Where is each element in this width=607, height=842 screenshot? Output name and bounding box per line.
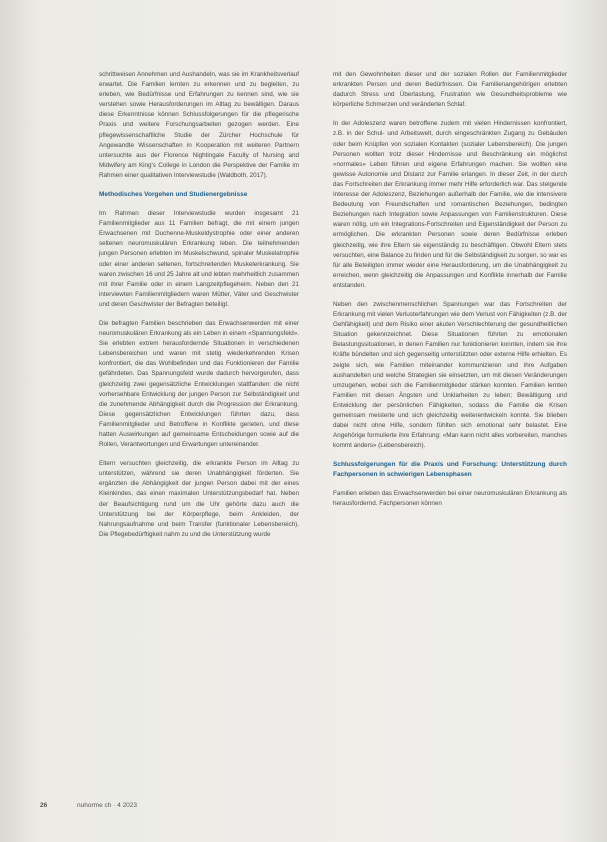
body-paragraph: Familien erleben das Erwachsenwerden bei einer neuromuskulären Erkrankung als herausfordernd. Fachpersonen können bbox=[333, 490, 567, 508]
right-column bbox=[333, 70, 567, 519]
left-column bbox=[99, 70, 299, 549]
publication-name: nuhorme ch · 4 2023 bbox=[77, 802, 138, 809]
page-number: 26 bbox=[40, 802, 48, 809]
body-paragraph: Eltern versuchten gleichzeitig, die erkrankte Person im Alltag zu unterstützen, während sie deren Unabhängigkeit förderten. Sie ergänzten die Abhängigkeit der jungen Person dabei mit der eines Kleinkindes, das einen maximalen Unterstützungsbedarf hat. Neben der Beaufsichtigung rund um die Uhr gehörte dazu auch die Unterstützung bei der Körperpflege, beim Ankleiden, der Nahrungsaufnahme und beim Transfer (funktionaler Lebensbereich). Die Pflegebedürftigkeit nahm zu und die Unterstützung wurde bbox=[99, 460, 299, 538]
section-heading: Methodisches Vorgehen und Studienergebnisse bbox=[99, 191, 248, 199]
section-heading: Schlussfolgerungen für die Praxis und Forschung: Unterstützung durch Fachpersonen in schwierigen Lebensphasen bbox=[333, 461, 567, 479]
body-paragraph: Neben den zwischenmenschlichen Spannungen war das Fortschreiten der Erkrankung mit vielen Verlusterfahrungen wie dem Verlust von Fähigkeiten (z.B. der Gehfähigkeit) und dem Risiko einer akuten Verschlechterung der gesundheitlichen Situation gekennzeichnet. Diese Situationen führten zu emotionalen Belastungssituationen, in denen Familien nur funktionieren konnten, indem sie ihre Kräfte bündelten und sich gegenseitig unterstützten oder externe Hilfe erhielten. Es zeigte sich, wie Familien miteinander kommunizieren und ihre Aufgaben aushandelten und welche Strategien sie einsetzten, um mit diesen Veränderungen umzugehen, wobei sich die Familienmitglieder stärken konnten. Familien lernten Familien mit diesen Ängsten und Unklarheiten zu leben; Bewältigung und Entwicklung der persönlichen Fähigkeiten, sodass die Familie die Krisen gemeinsam meisterte und sich gleichzeitig weiterentwickeln konnte. Sie blieben dabei nicht ohne Hilfe, sondern fühlten sich emotional sehr belastet. Eine Angehörige formulierte ihre Erfahrung: «Man kann nicht alles vorbereiten, manches kommt anders» (Lebensbereich). bbox=[333, 300, 567, 450]
body-paragraph: mit den Gewohnheiten dieser und der sozialen Rollen der Familienmitglieder erkrankten Person und deren Bedürfnissen. Die Familienangehörigen erlebten dadurch Stress und Überlastung, Frustration wie Gesundheitsprobleme wie körperliche Schmerzen und veränderten Schlaf. bbox=[333, 71, 567, 109]
body-paragraph: schrittweisen Annehmen und Aushandeln, was sie im Krankheitsverlauf erwartet. Die Familien lernten zu erkennen und zu begleiten, zu erleben, wie Bedürfnisse und Erfahrungen zu kennen sind, wie sie verstehen sowie Herausforderungen im Alltag zu bewältigen. Daraus diese Erkenntnisse können Schlussfolgerungen für die pflegerische Praxis und weitere Forschungsarbeiten gezogen werden. Eine pflegewissenschaftliche Studie der Zürcher Hochschule für Angewandte Wissenschaften in Kooperation mit weiteren Partnern untersuchte aus der Florence Nightingale Faculty of Nursing and Midwifery am King's College in London die Perspektive der Familie im Rahmen einer qualitativen Interviewstudie (Waldboth, 2017). bbox=[99, 71, 299, 179]
page-footer bbox=[40, 802, 137, 809]
body-paragraph: Die befragten Familien beschrieben das Erwachsenwerden mit einer neuromuskulären Erkrankung als ein Leben in einem «Spannungsfeld». Sie erlebten extrem herausfordernde Situationen in verschiedenen Lebensbereichen und waren mit stetig wiederkehrenden Krisen konfrontiert, die das Wohlbefinden und das Funktionieren der Familie gefährdeten. Das Spannungsfeld wurde dadurch hervorgerufen, dass gleichzeitig zwei gegensätzliche Entwicklungen stattfanden: die nicht vorhersehbare Entwicklung der jungen Person zur Selbständigkeit und die zunehmende Abhängigkeit durch die Progression der Erkrankung. Diese gegensätzlichen Entwicklungen führten dazu, dass Familienmitglieder und Betroffene in Konflikte gerieten, und diese hatten Auswirkungen auf gemeinsame Entscheidungen sowie auf die Rollen, Verantwortungen und Erwartungen untereinander. bbox=[99, 319, 299, 449]
body-paragraph: Im Rahmen dieser Interviewstudie wurden insgesamt 21 Familienmitglieder aus 11 Familien befragt, die mit einem jungen Erwachsenen mit Duchenne-Muskeldystrophie oder einer anderen seltenen neuromuskulären Erkrankung leben. Die teilnehmenden jungen Personen erlebten im Muskelschwund, spinaler Muskelatrophie oder einer anderen seltenen, fortschreitenden Muskelerkrankung. Sie waren zwischen 16 und 25 Jahre alt und lebten mehrheitlich zusammen mit ihrer Familie oder in einem Langzeitpflegeheim. Neben den 21 interviewten Familienmitgliedern waren Mütter, Väter und Geschwister und deren Geschwister der Befragten beteiligt. bbox=[99, 210, 299, 308]
body-paragraph: In der Adoleszenz waren betroffene zudem mit vielen Hindernissen konfrontiert, z.B. in der Schul- und Arbeitswelt, durch eingeschränkten Zugang zu Gebäuden oder beim Knüpfen von sozialen Kontakten (sozialer Lebensbereich). Die jungen Personen wollten trotz dieser Hindernisse und Beschränkung ein möglichst «normales» Leben führen und eigene Erfahrungen machen. Sie wollten eine gewisse Autonomie und Distanz zur Familie erlangen. In dieser Zeit, in der durch das Fortschreiten der Erkrankung immer mehr Hilfe erforderlich war. Das steigende Interesse der Adoleszenz, Beziehungen außerhalb der Familie, wie die intensivere Bedeutung von Freundschaften und romantischen Beziehungen, bedingten Beziehungen nach Integration sowie Anpassungen von Familienstrukturen. Diese waren nötig, um ein Integrations-Fortschreiten und Eigenständigkeit der Person zu ermöglichen. Die erkrankten Personen sowie deren Bedürfnisse erleben gleichzeitig, wie ihre Eltern sie eigenständig zu beschäftigen. Obwohl Eltern stets versuchten, eine Balance zu finden und für die Selbständigkeit zu sorgen, so war es für alle Beteiligten immer wieder eine Herausforderung, um die Unabhängigkeit zu erreichen, wenn gleichzeitig die Anpassungen und Konflikte innerhalb der Familie entstanden. bbox=[333, 120, 567, 289]
